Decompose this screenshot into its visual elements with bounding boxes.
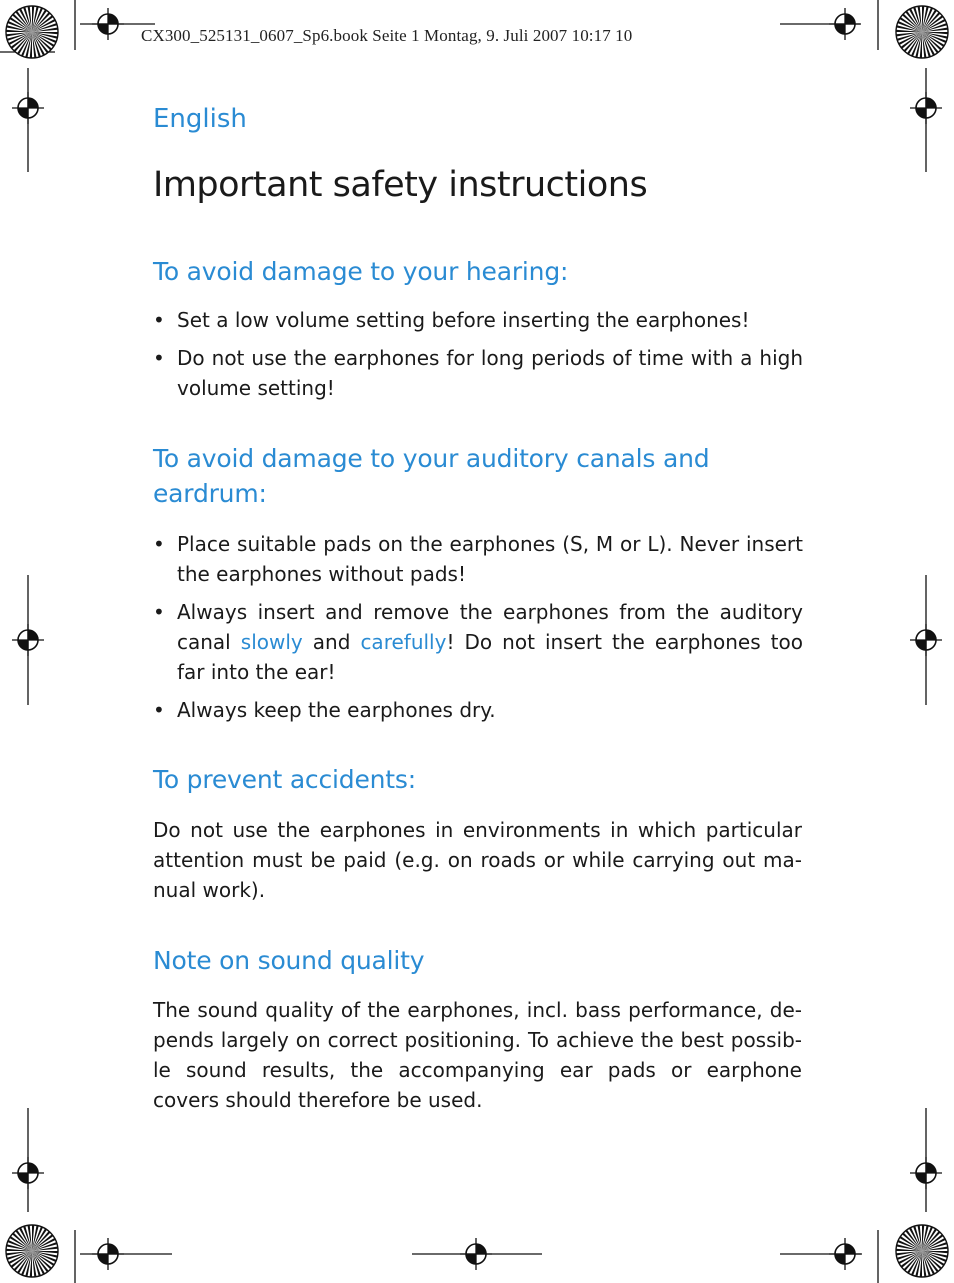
heading-auditory-canals: To avoid damage to your auditory canals and eardrum: xyxy=(153,444,710,508)
bullet-text: Always keep the earphones dry. xyxy=(177,698,496,722)
bullet-text xyxy=(177,600,803,684)
registration-target-icon xyxy=(916,108,926,118)
bullet-item xyxy=(153,343,803,403)
bullet-item xyxy=(153,597,803,687)
registration-target-icon xyxy=(916,640,926,650)
registration-target-icon xyxy=(18,108,28,118)
paragraph-sound-quality: The sound quality of the earphones, incl. bass performance, de-pends largely on correct positioning. To achieve the best possib-le sound results, the accompanying ear pads or earphone covers should therefore be used. xyxy=(153,998,802,1112)
registration-target-icon xyxy=(476,1244,486,1254)
bullet-icon: • xyxy=(153,308,165,332)
registration-target-icon xyxy=(28,1163,38,1173)
registration-target-icon xyxy=(835,1254,845,1264)
registration-target-icon xyxy=(98,1254,108,1264)
registration-target-icon xyxy=(845,1244,855,1254)
bullet-item xyxy=(153,529,803,589)
bullet-text: Place suitable pads on the earphones (S, M or L). Never insert the earphones without pads! xyxy=(177,532,803,586)
emphasis-slowly: slowly xyxy=(240,630,303,654)
registration-target-icon xyxy=(916,1173,926,1183)
registration-target-icon xyxy=(926,98,936,108)
bullet-icon: • xyxy=(153,600,165,624)
registration-target-icon xyxy=(845,14,855,24)
bullet-list-canals xyxy=(153,529,803,733)
registration-target-icon xyxy=(835,24,845,34)
bullet-icon: • xyxy=(153,698,165,722)
registration-target-icon xyxy=(98,24,108,34)
registration-target-icon xyxy=(466,1254,476,1264)
bullet-icon: • xyxy=(153,346,165,370)
print-header: CX300_525131_0607_Sp6.book Seite 1 Montag, 9. Juli 2007 10:17 10 xyxy=(141,26,633,45)
bullet-item xyxy=(153,305,803,335)
registration-target-icon xyxy=(18,640,28,650)
registration-target-icon xyxy=(28,630,38,640)
bullet-list-hearing xyxy=(153,305,803,411)
registration-target-icon xyxy=(926,630,936,640)
registration-target-icon xyxy=(108,1244,118,1254)
bullet-text: Do not use the earphones for long periods of time with a high volume setting! xyxy=(177,346,803,400)
page-title: Important safety instructions xyxy=(153,165,648,205)
registration-target-icon xyxy=(108,14,118,24)
heading-hearing: To avoid damage to your hearing: xyxy=(153,257,569,286)
registration-target-icon xyxy=(926,1163,936,1173)
bullet-text-part: Always insert and remove the earphones from the auditory canal xyxy=(177,600,803,654)
heading-accidents: To prevent accidents: xyxy=(153,765,416,794)
heading-sound-quality: Note on sound quality xyxy=(153,946,425,975)
emphasis-carefully: carefully xyxy=(360,630,447,654)
bullet-text-part: and xyxy=(302,630,361,654)
bullet-text-part: ! Do not insert the earphones too far into the ear! xyxy=(177,630,803,684)
bullet-item xyxy=(153,695,803,725)
bullet-icon: • xyxy=(153,532,165,556)
language-label: English xyxy=(153,104,247,134)
registration-target-icon xyxy=(28,98,38,108)
bullet-text: Set a low volume setting before inserting the earphones! xyxy=(177,308,750,332)
paragraph-accidents: Do not use the earphones in environments in which particular attention must be paid (e.g. on roads or while carrying out ma-nual work). xyxy=(153,818,802,902)
registration-target-icon xyxy=(18,1173,28,1183)
